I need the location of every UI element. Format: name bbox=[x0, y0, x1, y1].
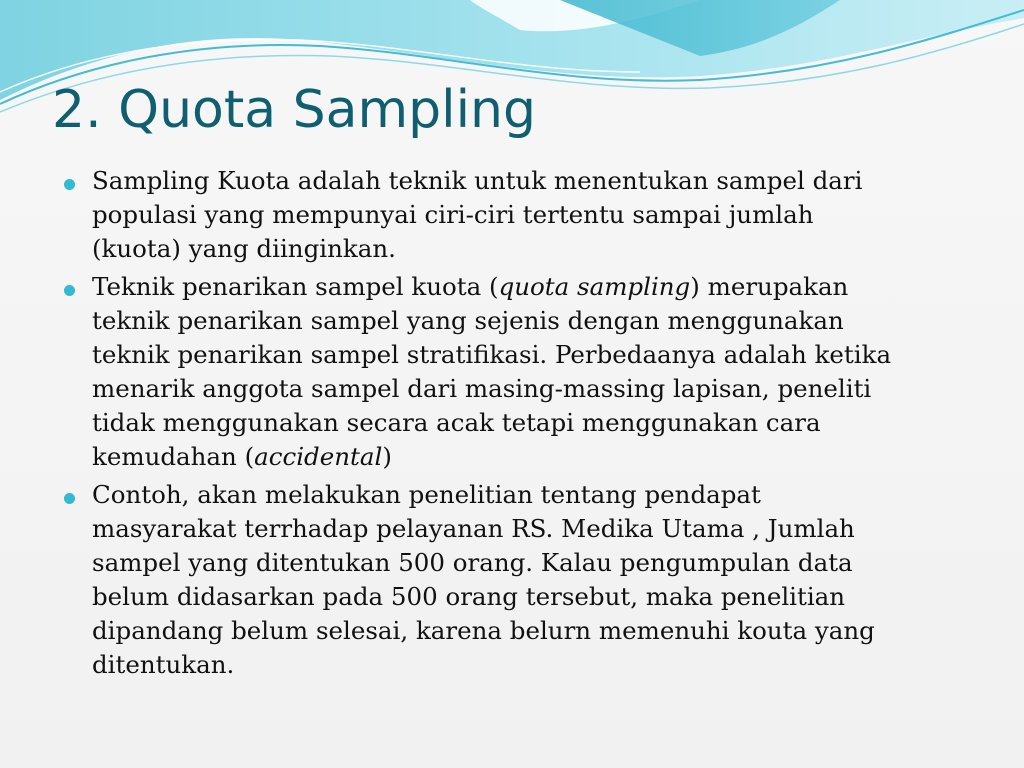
text-segment: ) bbox=[382, 442, 392, 471]
text-line: dipandang belum selesai, karena belurn memenuhi kouta yang bbox=[92, 616, 875, 645]
text-segment: kemudahan ( bbox=[92, 442, 255, 471]
page-title: 2. Quota Sampling bbox=[52, 80, 537, 140]
italic-term: quota sampling bbox=[498, 272, 691, 301]
text-segment: ) merupakan bbox=[690, 272, 849, 301]
text-line: teknik penarikan sampel yang sejenis dengan menggunakan bbox=[92, 306, 844, 335]
text-line: sampel yang ditentukan 500 orang. Kalau pengumpulan data bbox=[92, 548, 853, 577]
bullet-dot-icon bbox=[64, 493, 75, 504]
text-line: Sampling Kuota adalah teknik untuk menentukan sampel dari bbox=[92, 166, 863, 195]
text-line: teknik penarikan sampel stratifikasi. Perbedaanya adalah ketika bbox=[92, 340, 892, 369]
bullet-list bbox=[62, 164, 962, 686]
text-line: belum didasarkan pada 500 orang tersebut, maka penelitian bbox=[92, 582, 846, 611]
text-line bbox=[92, 270, 962, 304]
list-item bbox=[62, 164, 962, 266]
text-segment: Teknik penarikan sampel kuota ( bbox=[92, 272, 499, 301]
text-line: (kuota) yang diinginkan. bbox=[92, 234, 396, 263]
bullet-dot-icon bbox=[64, 285, 75, 296]
text-line: menarik anggota sampel dari masing-massing lapisan, peneliti bbox=[92, 374, 872, 403]
list-item bbox=[62, 270, 962, 474]
text-line: populasi yang mempunyai ciri-ciri tertentu sampai jumlah bbox=[92, 200, 814, 229]
text-line: ditentukan. bbox=[92, 650, 235, 679]
list-item bbox=[62, 478, 962, 682]
text-line: Contoh, akan melakukan penelitian tentang pendapat bbox=[92, 480, 761, 509]
text-line: tidak menggunakan secara acak tetapi menggunakan cara bbox=[92, 408, 821, 437]
text-line bbox=[92, 440, 962, 474]
bullet-dot-icon bbox=[64, 179, 75, 190]
italic-term: accidental bbox=[254, 442, 383, 471]
text-line: masyarakat terrhadap pelayanan RS. Medika Utama , Jumlah bbox=[92, 514, 855, 543]
